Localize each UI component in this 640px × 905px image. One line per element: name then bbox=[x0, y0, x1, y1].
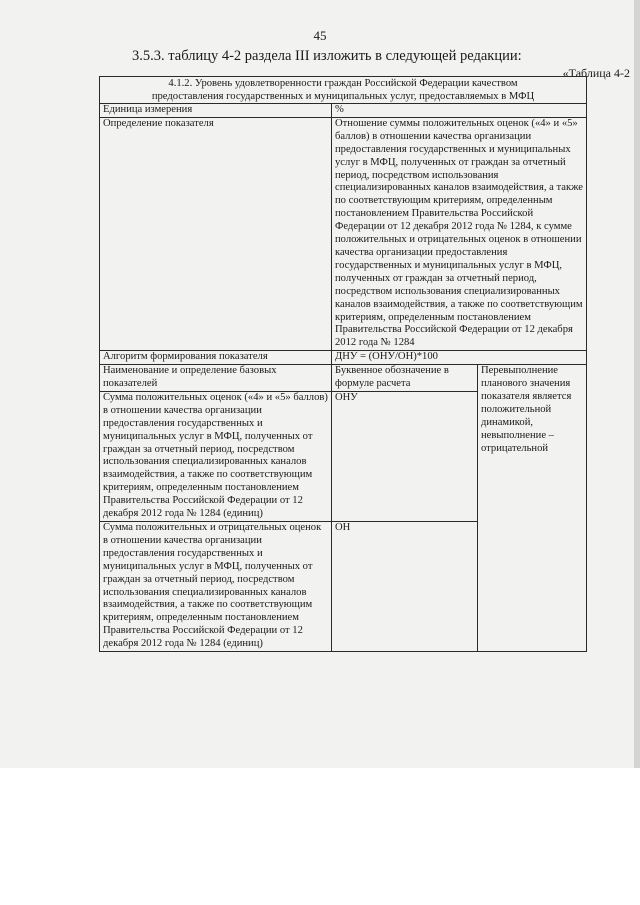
on-description: Сумма положительных и отрицательных оценок в отношении качества организации предоставления государственных и муниципальных услуг в МФЦ, полученных от граждан за отчетный период, посредством использования специализированных каналов взаимодействия, а также по соответствующим критериям, определенным постановлением Правительства Российской Федерации от 12 декабря 2012 года № 1284 (единиц) bbox=[100, 522, 332, 652]
onu-symbol: ОНУ bbox=[332, 391, 478, 521]
unit-label: Единица измерения bbox=[100, 104, 332, 118]
indicator-table bbox=[99, 76, 587, 652]
table-title bbox=[100, 77, 587, 104]
scan-edge-shadow bbox=[634, 0, 640, 768]
table-row bbox=[100, 104, 587, 118]
on-symbol: ОН bbox=[332, 522, 478, 652]
table-row bbox=[100, 117, 587, 350]
onu-description: Сумма положительных оценок («4» и «5» баллов) в отношении качества организации предоставления государственных и муниципальных услуг в МФЦ, полученных от граждан за отчетный период, посредством использования специализированных каналов взаимодействия, а также по соответствующим критериям, определенным постановлением Правительства Российской Федерации от 12 декабря 2012 года № 1284 (единиц) bbox=[100, 391, 332, 521]
table-row bbox=[100, 365, 587, 392]
table-title-row bbox=[100, 77, 587, 104]
definition-label: Определение показателя bbox=[100, 117, 332, 350]
table-title-line-1: 4.1.2. Уровень удовлетворенности граждан Российской Федерации качеством bbox=[168, 78, 518, 89]
symbol-column-header: Буквенное обозначение в формуле расчета bbox=[332, 365, 478, 392]
unit-value: % bbox=[332, 104, 587, 118]
base-indicators-label: Наименование и определение базовых показателей bbox=[100, 365, 332, 392]
table-title-line-2: предоставления государственных и муниципальных услуг, предоставляемых в МФЦ bbox=[151, 91, 535, 102]
page-number: 45 bbox=[313, 28, 327, 43]
section-heading: 3.5.3. таблицу 4-2 раздела III изложить в следующей редакции: bbox=[132, 48, 522, 64]
definition-value: Отношение суммы положительных оценок («4» и «5» баллов) в отношении качества организации предоставления государственных и муниципальных услуг в МФЦ, полученных от граждан за отчетный период, посредством использования специализированных каналов взаимодействия, а также по соответствующим критериям, определенным постановлением Правительства Российской Федерации от 12 декабря 2012 года № 1284, к сумме положительных и отрицательных оценок в отношении качества организации предоставления государственных и муниципальных услуг в МФЦ, полученных от граждан за отчетный период, посредством использования специализированных каналов взаимодействия, а также по соответствующим критериям, определенным постановлением Правительства Российской Федерации от 12 декабря 2012 года № 1284 bbox=[332, 117, 587, 350]
algorithm-formula: ДНУ = (ОНУ/ОН)*100 bbox=[332, 351, 587, 365]
algorithm-label: Алгоритм формирования показателя bbox=[100, 351, 332, 365]
dynamics-note: Перевыполнение планового значения показателя является положительной динамикой, невыполнение – отрицательной bbox=[478, 365, 587, 652]
table-caption: «Таблица 4-2 bbox=[562, 66, 630, 80]
page-margin-bottom bbox=[0, 768, 640, 905]
table-row bbox=[100, 351, 587, 365]
